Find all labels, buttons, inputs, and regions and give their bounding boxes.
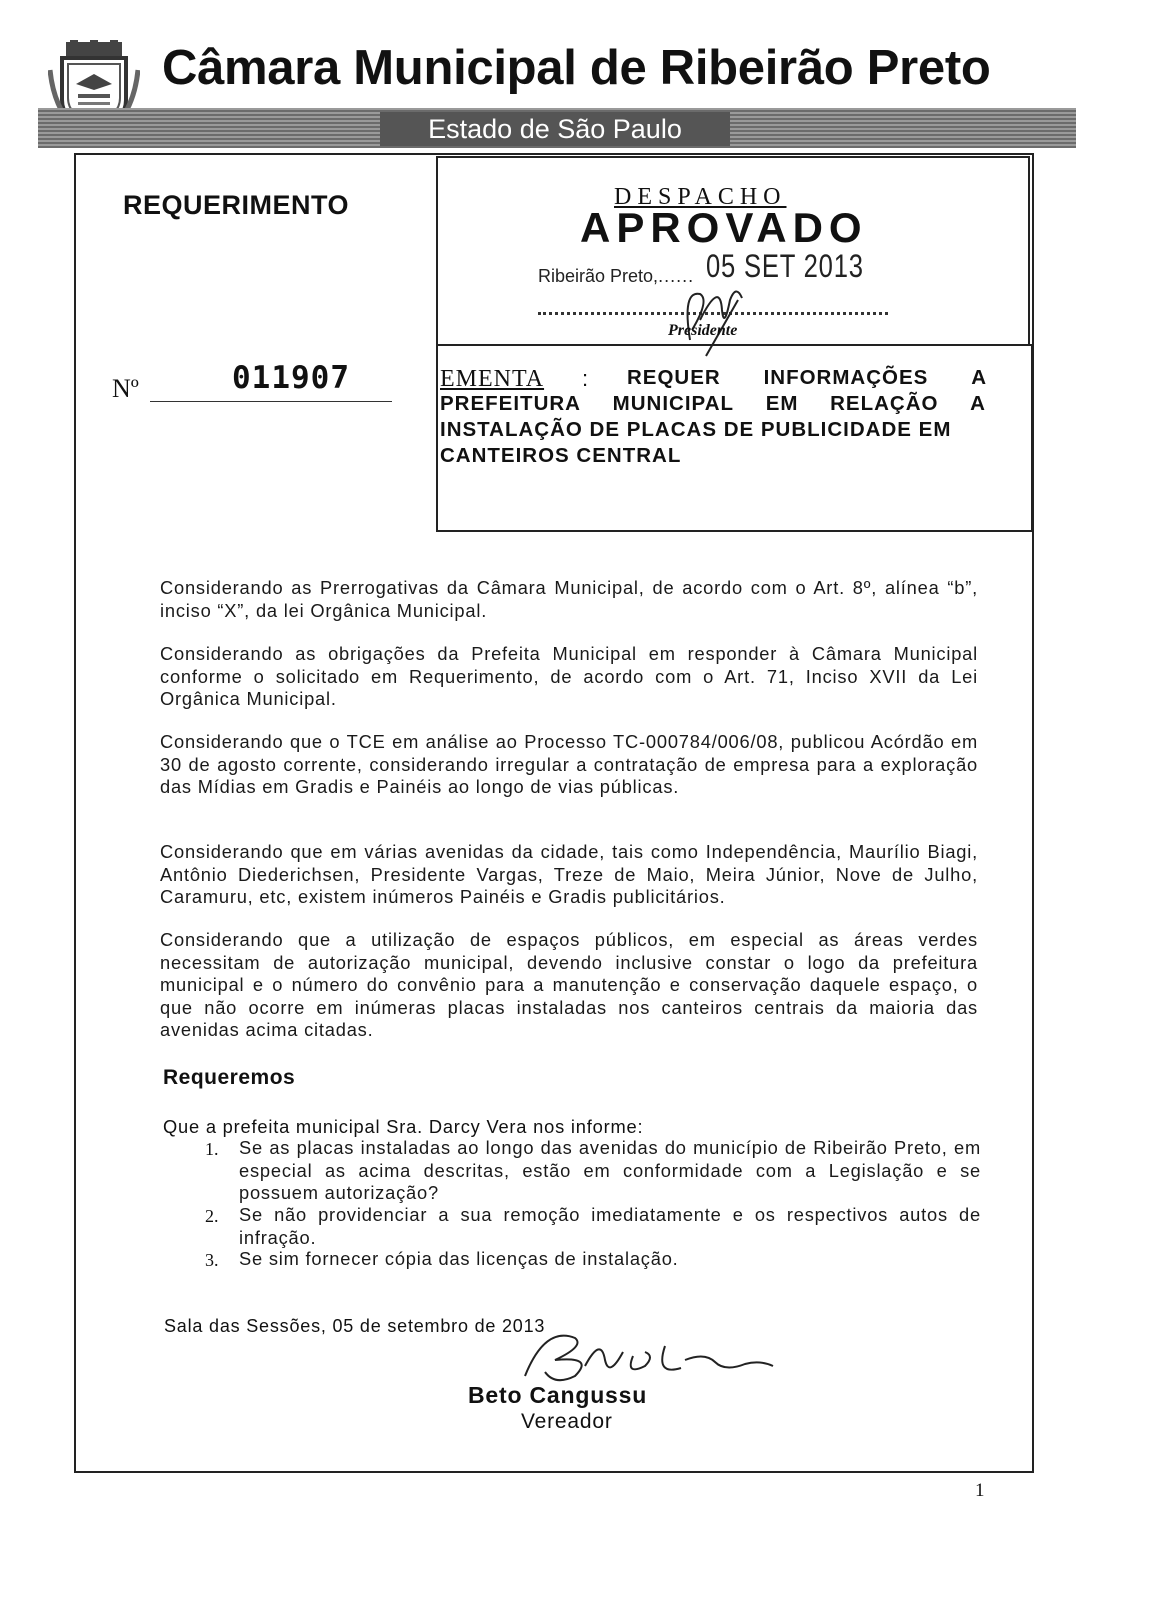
ementa-word: INFORMAÇÕES (763, 366, 929, 389)
paragraph-1: Considerando as Prerrogativas da Câmara Municipal, de acordo com o Art. 8º, alínea “b”, inciso “X”, da lei Orgânica Municipal. (160, 577, 978, 621)
list-item-number: 2. (205, 1206, 219, 1226)
ementa-line-4: CANTEIROS CENTRAL (440, 444, 682, 467)
paragraph-3: Considerando que o TCE em análise ao Processo TC-000784/006/08, publicou Acórdão em 30 de agosto corrente, considerando irregular a contratação de empresa para a exploração das Mídias em Gradis e Painéis ao longo de vias públicas. (160, 731, 978, 797)
ementa-line-3: INSTALAÇÃO DE PLACAS DE PUBLICIDADE EM (440, 418, 952, 441)
requerimento-number: 011907 (232, 360, 350, 396)
ementa-word: REQUER (627, 366, 721, 389)
president-rubric-signature-icon (660, 270, 770, 362)
ementa-colon: : (582, 366, 589, 391)
number-label: Nº (112, 374, 139, 403)
signer-name: Beto Cangussu (468, 1382, 648, 1408)
ementa-word: A (970, 392, 986, 415)
despacho-date-stamp: 05 SET 2013 (706, 248, 864, 284)
paragraph-4: Considerando que em várias avenidas da cidade, tais como Independência, Maurílio Biagi, Antônio Diederichsen, Presidente Vargas, Treze de Maio, Meira Júnior, Nove de Julho, Caramuru, etc, existem inúmeros Painéis e Gradis publicitários. (160, 841, 978, 907)
ementa-word: A (971, 366, 987, 389)
paragraph-2: Considerando as obrigações da Prefeita Municipal em responder à Câmara Municipal conforme o solicitado em Requerimento, de acordo com o Art. 71, Inciso XVII da Lei Orgânica Municipal. (160, 643, 978, 709)
requerimento-title: REQUERIMENTO (123, 190, 350, 220)
state-label: Estado de São Paulo (380, 112, 730, 146)
chamber-title: Câmara Municipal de Ribeirão Preto (162, 41, 991, 95)
despacho-title: DESPACHO (614, 184, 787, 210)
despacho-signer: Presidente (668, 322, 738, 339)
list-item-text: Se as placas instaladas ao longo das avenidas do município de Ribeirão Preto, em especial as acima descritas, estão em conformidade com a Legislação e se possuem autorização? (239, 1137, 981, 1203)
dotted-fill: ...... (658, 266, 695, 286)
ementa-word: PREFEITURA (440, 392, 581, 415)
closing-place-date: Sala das Sessões, 05 de setembro de 2013 (164, 1316, 546, 1336)
ementa-word: MUNICIPAL (612, 392, 735, 415)
ementa-line-1 (627, 366, 987, 390)
list-item-text: Se não providenciar a sua remoção imediatamente e os respectivos autos de infração. (239, 1204, 981, 1248)
number-underline (150, 401, 392, 402)
list-item-number: 3. (205, 1250, 219, 1270)
list-item-number: 1. (205, 1139, 219, 1159)
ementa-line-2 (440, 392, 986, 416)
list-item-text: Se sim fornecer cópia das licenças de instalação. (239, 1248, 679, 1269)
ementa-word: RELAÇÃO (830, 392, 939, 415)
requeremos-intro: Que a prefeita municipal Sra. Darcy Vera nos informe: (163, 1116, 644, 1137)
paragraph-5: Considerando que a utilização de espaços públicos, em especial as áreas verdes necessitam de autorização municipal, devendo inclusive constar o logo da prefeitura municipal e o número do convênio para a manutenção e conservação daquele espaço, o que não ocorre em inúmeras placas instaladas nos canteiros centrais da maioria das avenidas acima citadas. (160, 929, 978, 1040)
signer-role: Vereador (521, 1410, 613, 1433)
approved-stamp: APROVADO (580, 204, 868, 251)
page-number: 1 (975, 1480, 985, 1501)
ementa-word: EM (765, 392, 799, 415)
ementa-label: EMENTA (440, 366, 545, 392)
despacho-city: Ribeirão Preto, (538, 266, 659, 286)
requeremos-heading: Requeremos (163, 1066, 296, 1089)
